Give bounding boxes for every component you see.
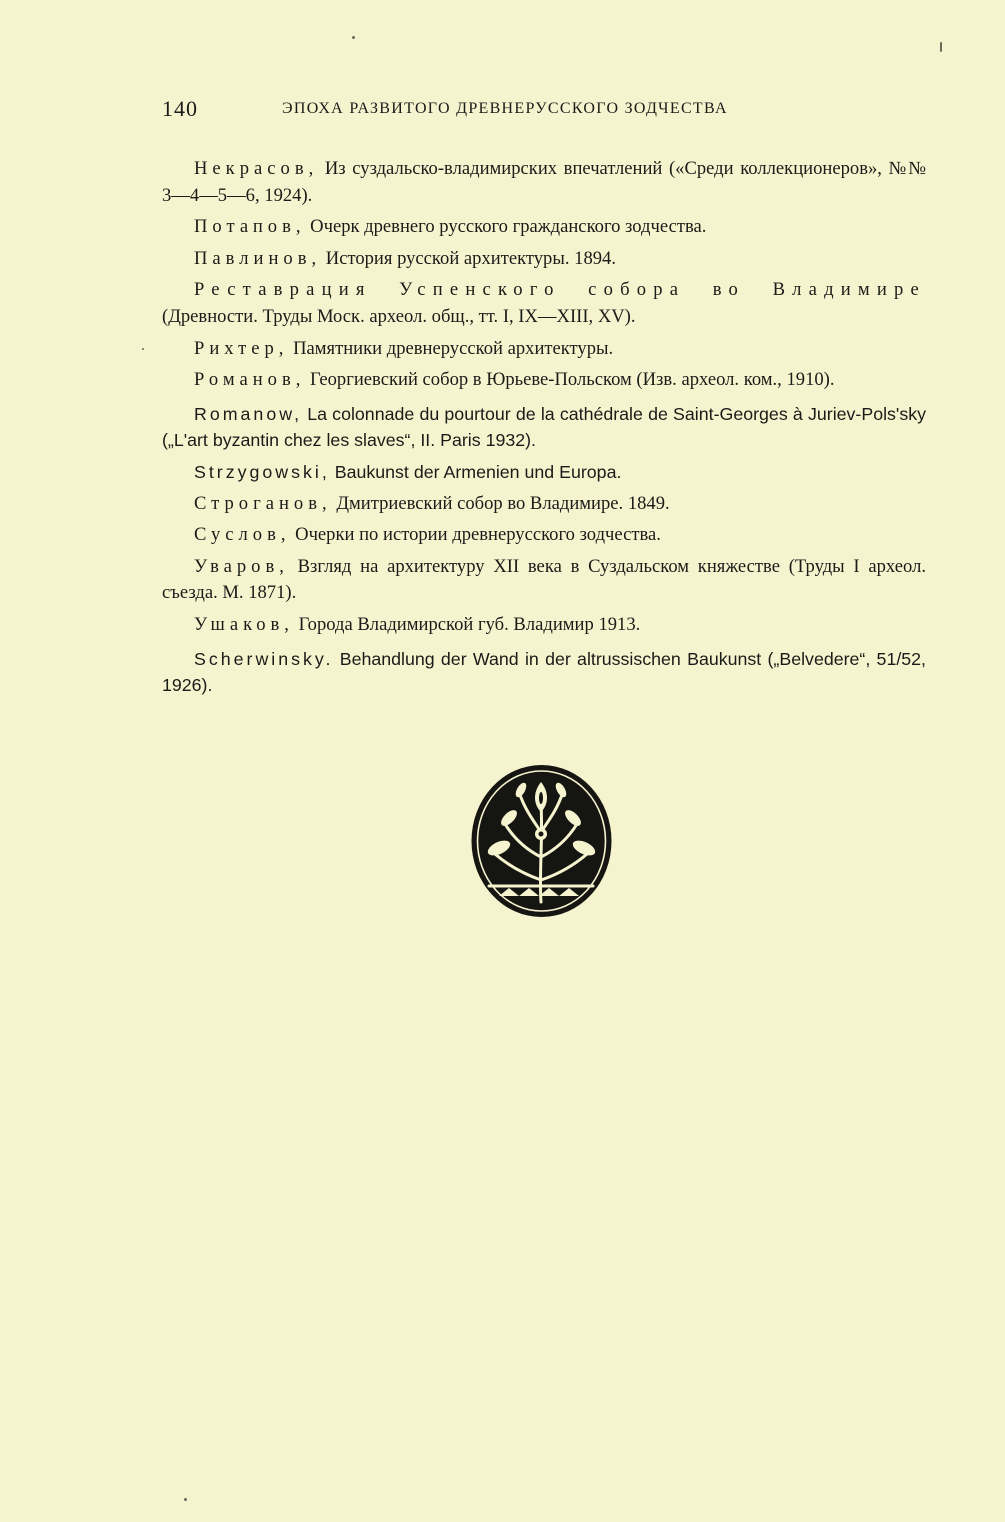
speck: [352, 36, 355, 39]
page-number: 140: [162, 96, 198, 121]
entry-text: Baukunst der Armenien und Europa.: [329, 461, 622, 482]
entry-author: Потапов,: [194, 216, 306, 238]
entry-text: Дмитриевский собор во Владимире. 1849.: [331, 492, 670, 514]
bibliography-entry: [162, 156, 926, 209]
bibliography-entry: [162, 554, 926, 607]
bibliography-entry: [162, 612, 926, 639]
bibliography-entry: [162, 367, 926, 394]
entry-author: Романов,: [194, 369, 306, 391]
entry-author: Суслов,: [194, 524, 291, 546]
entry-text: Behandlung der Wand in der altrussischen Baukunst („Belvedere“, 51/52, 1926).: [162, 648, 926, 696]
speck: [184, 1498, 187, 1501]
running-title: ЭПОХА РАЗВИТОГО ДРЕВНЕРУССКОГО ЗОДЧЕСТВА: [282, 100, 728, 117]
entry-text: Взгляд на архитектуру XII века в Суздальском княжестве (Труды I археол. съезда. М. 1871).: [162, 555, 926, 604]
bibliography-list: [162, 156, 926, 699]
entry-text: La colonnade du pourtour de la cathédrale de Saint-Georges à Juriev-Pols'sky („L'art byzantin chez les slaves“, II. Paris 1932).: [162, 403, 926, 451]
speck: [142, 348, 144, 350]
entry-author: Scherwinsky.: [194, 648, 334, 669]
bibliography-entry: [162, 522, 926, 549]
bibliography-entry: [162, 401, 926, 454]
entry-author: Строганов,: [194, 492, 332, 514]
page-header: [162, 96, 842, 126]
entry-text: Очерки по истории древнерусского зодчества.: [290, 524, 661, 546]
entry-author: Некрасов,: [194, 158, 319, 179]
bibliography-entry: [162, 246, 926, 273]
bibliography-entry: [162, 214, 926, 241]
entry-author: Павлинов,: [194, 247, 322, 269]
bibliography-entry: [162, 336, 926, 363]
bibliography-entry: [162, 277, 926, 330]
entry-text: Из суздальско-владимирских впечатлений («Среди коллекционеров», №№ 3—4—5—6, 1924).: [162, 158, 926, 206]
entry-text: (Древности. Труды Моск. археол. общ., тт. I, IX—XIII, XV).: [162, 305, 636, 327]
entry-author: Strzygowski,: [194, 461, 330, 482]
entry-author: Romanow,: [194, 403, 303, 424]
entry-author: Ушаков,: [194, 613, 294, 635]
entry-author: Уваров,: [194, 555, 289, 577]
entry-text: Памятники древнерусской архитектуры.: [288, 337, 614, 359]
entry-text: Города Владимирской губ. Владимир 1913.: [293, 613, 641, 635]
floral-tailpiece-icon: [469, 762, 614, 920]
entry-author: Рихтер,: [194, 337, 289, 359]
entry-author: Реставрация Успенского собора во Владимире: [194, 279, 926, 301]
bibliography-entry: [162, 491, 926, 518]
entry-text: История русской архитектуры. 1894.: [321, 247, 616, 269]
entry-text: Георгиевский собор в Юрьеве-Польском (Изв. археол. ком., 1910).: [305, 369, 835, 391]
bibliography-entry: [162, 459, 926, 486]
speck: [940, 42, 942, 52]
entry-text: Очерк древнего русского гражданского зодчества.: [305, 216, 707, 238]
bibliography-entry: [162, 646, 926, 699]
